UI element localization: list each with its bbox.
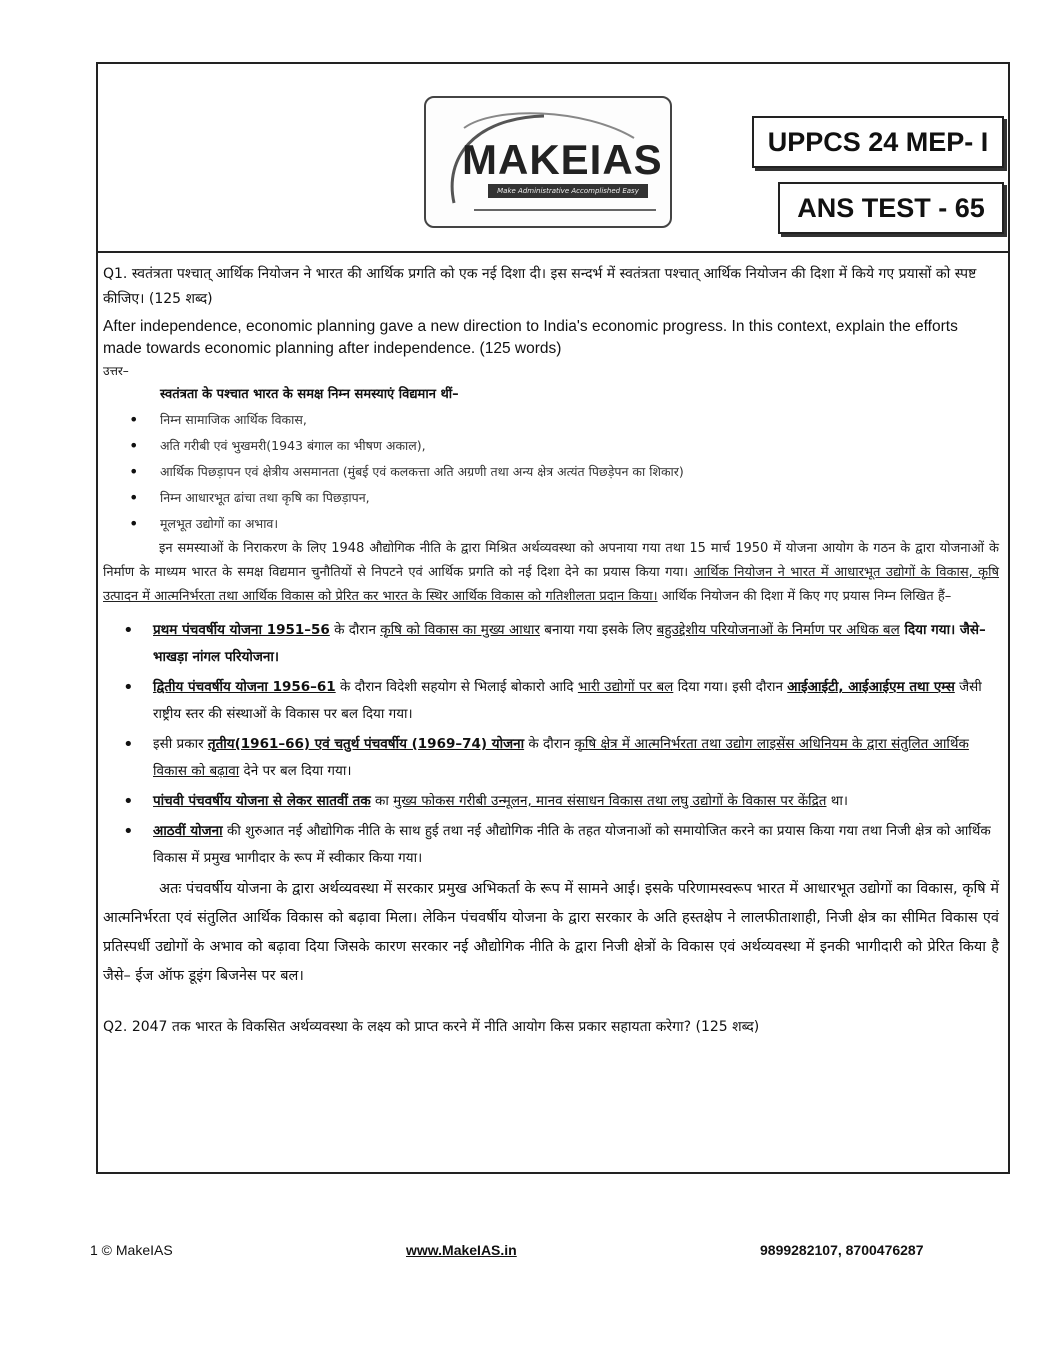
footer-page-number: 1 © MakeIAS xyxy=(90,1242,173,1258)
list-item: • निम्न सामाजिक आर्थिक विकास, xyxy=(103,407,999,433)
list-item: • पांचवी पंचवर्षीय योजना से लेकर सातवीं तक का मुख्य फोकस गरीबी उन्मूलन, मानव संसाधन विकास तथा लघु उद्योगों के विकास पर केंद्रित था। xyxy=(103,788,999,815)
answer-label: उत्तर– xyxy=(103,364,129,378)
para-text: इन समस्याओं के निराकरण के लिए 1948 औद्योगिक नीति के द्वारा मिश्रित अर्थव्यवस्था को अपनाया गया तथा 15 मार्च 1950 में योजना आयोग के गठन के द्वारा योजनाओं के निर्माण के माध्यम भारत के समक्ष विद्यमान चुनौतियों से निपटने एवं आर्थिक प्रगति को नई दिशा देने का प्रयास किया गया। xyxy=(103,541,999,580)
list-item: • अति गरीबी एवं भुखमरी(1943 बंगाल का भीषण अकाल), xyxy=(103,433,999,459)
answer-intro: स्वतंत्रता के पश्चात भारत के समक्ष निम्न समस्याएं विद्यमान थीं– xyxy=(160,387,459,402)
footer-website-link[interactable]: www.MakeIAS.in xyxy=(406,1242,517,1258)
problems-list xyxy=(103,407,999,537)
list-item: • निम्न आधारभूत ढांचा तथा कृषि का पिछड़ापन, xyxy=(103,485,999,511)
makeias-logo xyxy=(424,96,672,228)
para-highlight: आर्थिक नियोजन ने भारत में आधारभूत उद्योगों के विकास, कृषि उत्पादन में आत्मनिर्भरता तथा आर्थिक विकास को प्रेरित कर भारत के स्थिर आर्थिक विकास को गतिशीलता प्रदान किया। xyxy=(103,565,1000,604)
question-1-english: After independence, economic planning gave a new direction to India's economic progress. In this context, explain the efforts made towards economic planning after independence. (125 words) xyxy=(103,318,958,357)
test-badge: ANS TEST - 65 xyxy=(778,182,1004,234)
exam-badge: UPPCS 24 MEP- I xyxy=(752,116,1004,168)
question-2: Q2. 2047 तक भारत के विकसित अर्थव्यवस्था के लक्ष्य को प्राप्त करने में नीति आयोग किस प्रकार सहायता करेगा? (125 शब्द) xyxy=(103,1019,760,1035)
list-item: • आठवीं योजना की शुरुआत नई औद्योगिक नीति के साथ हुई तथा नई औद्योगिक नीति के तहत योजनाओं को समायोजित करने का प्रयास किया गया तथा निजी क्षेत्र को आर्थिक विकास में प्रमुख भागीदार के रूप में स्वीकार किया गया। xyxy=(103,818,999,872)
list-item: • मूलभूत उद्योगों का अभाव। xyxy=(103,511,999,537)
logo-text: MAKEIAS xyxy=(462,136,663,183)
para-text: आर्थिक नियोजन की दिशा में किए गए प्रयास निम्न लिखित हैं– xyxy=(661,589,952,604)
header-divider xyxy=(96,251,1010,253)
list-item: • प्रथम पंचवर्षीय योजना 1951–56 के दौरान कृषि को विकास का मुख्य आधार बनाया गया इसके लिए बहुउद्देशीय परियोजनाओं के निर्माण पर अधिक बल दिया गया। जैसे– भाखड़ा नांगल परियोजना। xyxy=(103,617,999,671)
list-item: • द्वितीय पंचवर्षीय योजना 1956–61 के दौरान विदेशी सहयोग से भिलाई बोकारो आदि भारी उद्योगों पर बल दिया गया। इसी दौरान आईआईटी, आईआईएम तथा एम्स जैसी राष्ट्रीय स्तर की संस्थाओं के विकास पर बल दिया गया। xyxy=(103,674,999,728)
footer-phone-numbers: 9899282107, 8700476287 xyxy=(760,1242,924,1258)
logo-tagline: Make Administrative Accomplished Easy xyxy=(488,184,648,198)
plans-list xyxy=(103,617,999,872)
planning-paragraph xyxy=(103,537,999,609)
conclusion-paragraph: अतः पंचवर्षीय योजना के द्वारा अर्थव्यवस्था में सरकार प्रमुख अभिकर्ता के रूप में सामने आई। इसके परिणामस्वरूप भारत में आधारभूत उद्योगों का विकास, कृषि में आत्मनिर्भरता एवं संतुलित आर्थिक विकास को बढ़ावा मिला। लेकिन पंचवर्षीय योजना के द्वारा सरकार के अति हस्तक्षेप ने लालफीताशाही, निजी क्षेत्र का सीमित विकास एवं प्रतिस्पर्धी उद्योगों के अभाव को बढ़ावा दिया जिसके कारण सरकार नई औद्योगिक नीति के द्वारा निजी क्षेत्रों के विकास एवं अर्थव्यवस्था में इनकी भागीदारी को प्रेरित किया है जैसे– ईज ऑफ डूइंग बिजनेस पर बल। xyxy=(103,881,999,984)
main-content xyxy=(103,262,999,1039)
list-item: • आर्थिक पिछड़ापन एवं क्षेत्रीय असमानता (मुंबई एवं कलकत्ता अति अग्रणी तथा अन्य क्षेत्र अत्यंत पिछड़ेपन का शिकार) xyxy=(103,459,999,485)
list-item: • इसी प्रकार तृतीय(1961–66) एवं चतुर्थ पंचवर्षीय (1969–74) योजना के दौरान कृषि क्षेत्र में आत्मनिर्भरता तथा उद्योग लाइसेंस अधिनियम के द्वारा संतुलित आर्थिक विकास को बढ़ावा देने पर बल दिया गया। xyxy=(103,731,999,785)
question-1-hindi: Q1. स्वतंत्रता पश्चात् आर्थिक नियोजन ने भारत की आर्थिक प्रगति को एक नई दिशा दी। इस सन्दर्भ में स्वतंत्रता पश्चात् आर्थिक नियोजन की दिशा में किये गए प्रयासों को स्पष्ट कीजिए। (125 शब्द) xyxy=(103,266,977,307)
